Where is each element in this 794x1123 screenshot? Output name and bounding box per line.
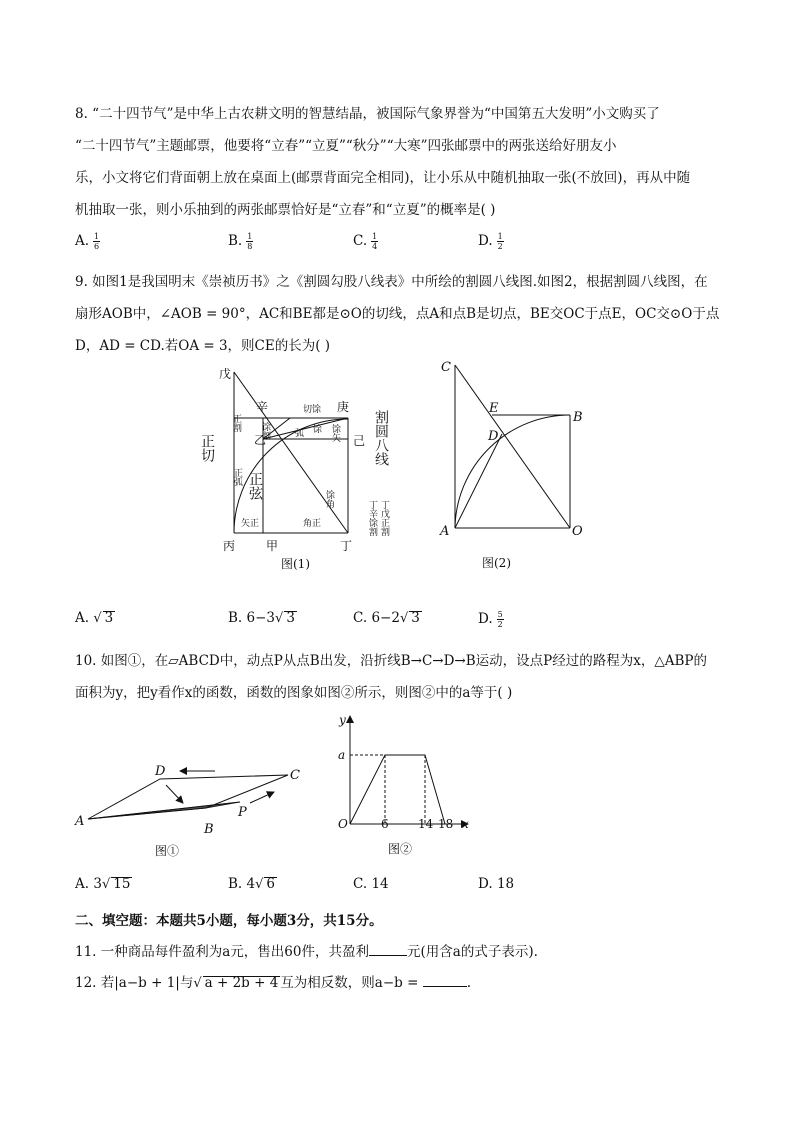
fig1-label-ding: 丁 [340, 539, 353, 553]
section-2-title: 二、填空题：本题共5小题，每小题3分，共15分。 [75, 913, 383, 929]
q8-line4: 机抽取一张，则小乐抽到的两张邮票恰好是“立春”和“立夏”的概率是( ) [75, 202, 496, 218]
q10-fig1-point-a: A [75, 814, 85, 829]
fig1-caption: 图(1) [281, 557, 310, 571]
q8-option-b: B. $\frac{1}{8}$ [228, 232, 253, 251]
q8-line1: 8. “二十四节气”是中华上古农耕文明的智慧结晶，被国际气象界誉为“中国第五大发明”小文购买了 [75, 106, 660, 122]
q10-fig1-point-d: D [155, 764, 166, 779]
fig1-label-geng: 庚 [337, 400, 350, 414]
q10-option-a: A. 3√ 15 [75, 876, 131, 892]
q8-line3: 乐，小文将它们背面朝上放在桌面上(邮票背面完全相同)，让小乐从中随机抽取一张(不放回)，再从中随 [75, 170, 691, 186]
fig2-point-d: D [488, 429, 499, 444]
q9-line3: D，AD = CD.若OA = 3，则CE的长为( ) [75, 338, 331, 354]
fig1-label-ji: 己 [353, 434, 366, 448]
q10-option-d: D. 18 [478, 876, 515, 892]
q11-answer-blank[interactable] [369, 944, 407, 956]
fig1-label-yi: 乙 [254, 433, 267, 447]
q11-line: 11. 一种商品每件盈利为a元，售出60件，共盈利 元(用含a的式子表示). [75, 944, 538, 960]
q10-line1: 10. 如图①，在▱ABCD中，动点P从点B出发，沿折线B→C→D→B运动，设点P经过的路程为x，△ABP的 [75, 653, 707, 669]
q9-line1: 9. 如图1是我国明末《崇祯历书》之《割圆勾股八线表》中所绘的割圆八线图.如图2，根据割圆八线图，在 [75, 274, 708, 290]
fig1-jiaozheng: 角正 [303, 519, 322, 529]
q10-fig2-tick-14: 14 [418, 817, 434, 831]
fig1-zhenghu: 正弧 [232, 468, 242, 486]
q10-fig1-point-c: C [290, 768, 300, 783]
q10-fig2-caption: 图② [388, 842, 413, 856]
fig1-note2: 丁辛馀割 [367, 500, 377, 536]
q10-fig2-axis-y: y [339, 713, 346, 727]
q10-option-c: C. 14 [353, 876, 389, 892]
q12-line: 12. 若|a−b + 1|与√ a + 2b + 4 互为相反数，则a−b = . [75, 975, 472, 991]
q10-fig2-tick-6: 6 [381, 817, 389, 831]
q9-figure-1 [195, 360, 410, 580]
q8-option-d: D. $\frac{1}{2}$ [478, 232, 503, 251]
fig1-note1: 丁戊正割 [379, 500, 389, 536]
q8-option-c: C. $\frac{1}{4}$ [353, 232, 378, 251]
q10-fig2-tick-18: 18 [438, 817, 454, 831]
fig1-yushi: 馀矢 [330, 424, 340, 442]
q10-fig1-caption: 图① [155, 844, 180, 858]
fig1-yuge: 馀割 [260, 422, 270, 440]
fig2-point-a: A [440, 524, 450, 539]
q10-figure-2 [330, 710, 480, 865]
fig1-label-xin: 辛 [256, 400, 269, 414]
q9-line2: 扇形AOB中，∠AOB = 90°，AC和BE都是⊙O的切线，点A和点B是切点，BE交OC于点E，OC交⊙O于点 [75, 306, 720, 322]
q8-line2: “二十四节气”主题邮票，他要将“立春”“立夏”“秋分”“大寒”四张邮票中的两张送给好朋友小 [75, 138, 617, 154]
fig1-yu: 馀 [313, 425, 323, 435]
q8-option-a: A. $\frac{1}{6}$ [75, 232, 100, 251]
q9-option-a: A. √ 3 [75, 610, 114, 626]
q10-line2: 面积为y，把y看作x的函数，函数的图象如图②所示，则图②中的a等于( ) [75, 685, 513, 701]
q10-fig2-a-label: a [338, 748, 346, 762]
q10-fig1-point-b: B [204, 822, 214, 837]
q9-option-b: B. 6−3√ 3 [228, 610, 295, 626]
fig1-label-bing: 丙 [223, 539, 236, 553]
fig1-shizheng: 矢正 [241, 519, 260, 529]
fig2-point-o: O [572, 524, 583, 539]
q12-answer-blank[interactable] [423, 975, 467, 987]
fig2-point-b: B [573, 410, 583, 425]
q9-figure-2 [432, 355, 592, 575]
fig2-point-e: E [489, 401, 499, 416]
q10-option-b: B. 4√ 6 [228, 876, 275, 892]
q9-option-c: C. 6−2√ 3 [353, 610, 420, 626]
fig1-gyby: 割圆八线 [373, 410, 389, 466]
fig1-zhengge: 正割 [231, 414, 241, 432]
q10-figure-1 [70, 755, 320, 865]
fig1-yujiao: 馀角 [324, 490, 334, 508]
q10-fig2-origin: O [338, 817, 348, 831]
fig1-label-jia: 甲 [266, 539, 279, 553]
fig1-zhengxian: 正弦 [247, 472, 263, 500]
q10-fig2-axis-x: x [462, 817, 469, 831]
q9-option-d: D. $\frac{5}{2}$ [478, 610, 503, 629]
fig1-zhengqie: 正切 [199, 434, 215, 462]
fig1-hu: 弧 [295, 429, 305, 439]
fig1-label-wu: 戊 [219, 367, 232, 381]
q10-fig1-point-p: P [238, 805, 247, 820]
fig2-point-c: C [441, 360, 451, 375]
fig2-caption: 图(2) [482, 556, 511, 570]
fig1-qieyu: 切馀 [303, 405, 322, 415]
